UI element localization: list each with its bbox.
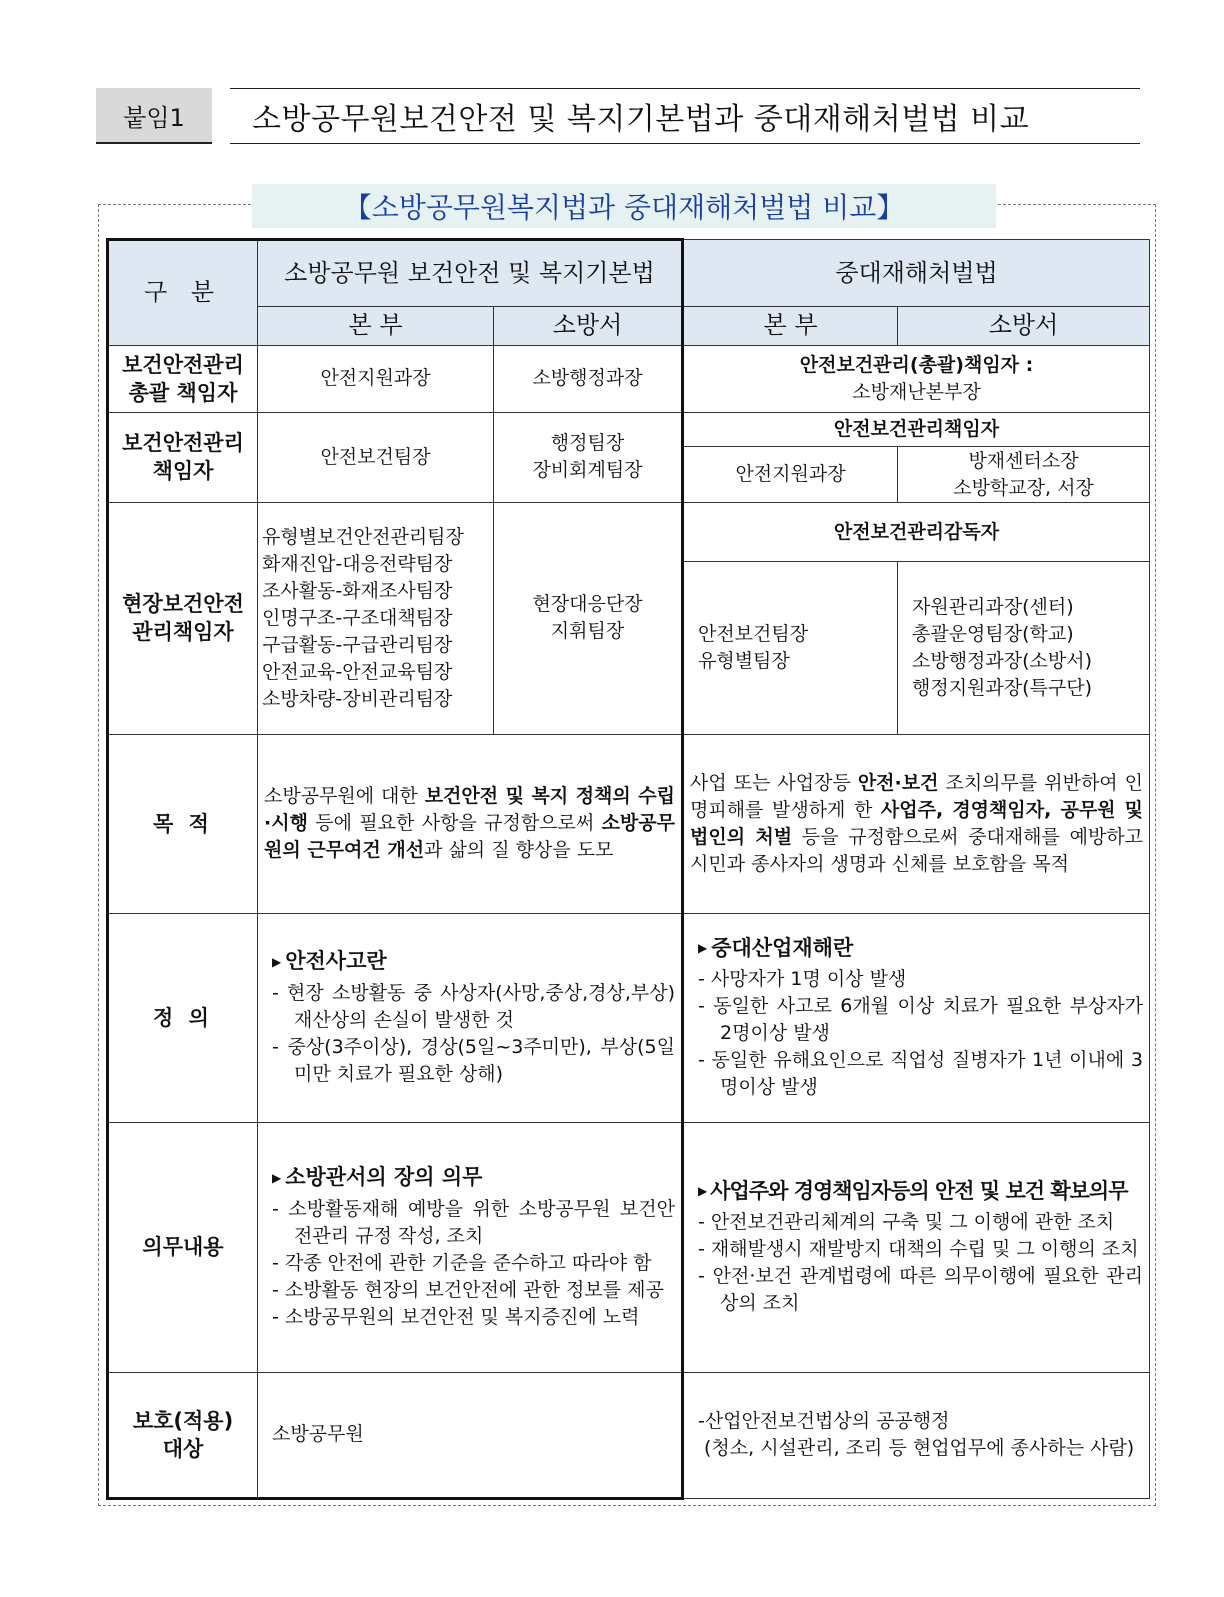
cell-a-hq: 유형별보건안전관리팀장 화재진압-대응전략팀장 조사활동-화재조사팀장 인명구조-구조대책팀장 구급활동-구급관리팀장 안전교육-안전교육팀장 소방차량-장비관리팀장 [258, 503, 494, 735]
list-item: - 동일한 사고로 6개월 이상 치료가 필요한 부상자가 2명이상 발생 [698, 995, 1144, 1045]
cell-b-hq: 안전지원과장 [683, 447, 898, 503]
cell-b-general [683, 345, 1150, 412]
header-law-b: 중대재해처벌법 [683, 240, 1150, 307]
cell-a-station: 행정팀장 장비회계팀장 [494, 412, 683, 502]
a-obligations-title [272, 1164, 675, 1192]
list-item: - 동일한 유해요인으로 직업성 질병자가 1년 이내에 3명이상 발생 [698, 1049, 1144, 1099]
list-item: - 사망자가 1명 이상 발생 [698, 968, 907, 991]
a-purpose-text: 등에 필요한 사항을 규정함으로써 [307, 812, 602, 835]
b-general-name: 소방재난본부장 [852, 380, 981, 403]
b-purpose-text: 조치의무를 위반하여 인명피해를 발생하게 한 [690, 771, 1144, 821]
header-category: 구 분 [108, 240, 258, 346]
a-purpose-bold: 소방공무원의 근무여건 개선 [264, 812, 675, 862]
row-label-manager: 보건안전관리 책임자 [108, 412, 258, 502]
list-item: - 소방활동 현장의 보건안전에 관한 정보를 제공 [272, 1278, 664, 1301]
cell-a-hq: 안전지원과장 [258, 345, 494, 412]
a-purpose-bold: 보건안전 및 복지 정책의 수립·시행 [264, 785, 675, 835]
list-item: - 중상(3주이상), 경상(5일~3주미만), 부상(5일미만 치료가 필요한 상해) [272, 1035, 675, 1085]
b-protection-line1: -산업안전보건법상의 공공행정 [698, 1410, 950, 1433]
cell-b-obligations [683, 1122, 1150, 1372]
cell-a-purpose [258, 734, 683, 913]
cell-b-station: 자원관리과장(센터) 총괄운영팀장(학교) 소방행정과장(소방서) 행정지원과장(특구단) [898, 562, 1150, 735]
b-general-title: 안전보건관리(총괄)책임자 : [799, 353, 1034, 376]
cell-b-definition [683, 913, 1150, 1122]
b-purpose-text: 등을 규정함으로써 중대재해를 예방하고 시민과 종사자의 생명과 신체를 보호함을 목적 [690, 825, 1144, 875]
b-purpose-text: 사업 또는 사업장등 [690, 771, 858, 794]
a-definition-title-text: 안전사고란 [285, 949, 387, 974]
row-label-obligations: 의무내용 [108, 1122, 258, 1372]
cell-a-protection: 소방공무원 [258, 1372, 683, 1498]
header-a-hq: 본 부 [258, 307, 494, 346]
page-title: 소방공무원보건안전 및 복지기본법과 중대재해처벌법 비교 [230, 88, 1140, 144]
list-item: - 안전·보건 관계법령에 따른 의무이행에 필요한 관리상의 조치 [698, 1265, 1144, 1315]
triangle-right-icon: ▶ [272, 954, 282, 969]
cell-b-hq: 안전보건팀장 유형별팀장 [683, 562, 898, 735]
list-item: - 안전보건관리체계의 구축 및 그 이행에 관한 조치 [698, 1211, 1115, 1234]
list-item: - 소방공무원의 보건안전 및 복지증진에 노력 [272, 1305, 640, 1328]
a-definition-list [272, 980, 675, 1088]
cell-a-obligations [258, 1122, 683, 1372]
cell-a-station: 현장대응단장 지휘팀장 [494, 503, 683, 735]
header-a-station: 소방서 [494, 307, 683, 346]
list-item: - 소방활동재해 예방을 위한 소방공무원 보건안전관리 규정 작성, 조치 [272, 1197, 675, 1247]
triangle-right-icon: ▶ [698, 1184, 707, 1199]
cell-b-protection [683, 1372, 1150, 1498]
row-label-purpose: 목 적 [108, 734, 258, 913]
row-label-protection: 보호(적용) 대상 [108, 1372, 258, 1498]
header-b-hq: 본 부 [683, 307, 898, 346]
comparison-table [106, 238, 1150, 1500]
b-obligations-title [698, 1178, 1143, 1206]
list-item: - 재해발생시 재발방지 대책의 수립 및 그 이행의 조치 [698, 1238, 1139, 1261]
cell-b-supervisor-title: 안전보건관리감독자 [683, 503, 1150, 562]
b-purpose-bold: 안전·보건 [857, 771, 939, 794]
cell-a-hq: 안전보건팀장 [258, 412, 494, 502]
b-definition-title-text: 중대산업재해란 [711, 935, 854, 960]
b-obligations-list [698, 1209, 1143, 1317]
b-definition-list [698, 966, 1143, 1101]
row-label-general-manager: 보건안전관리 총괄 책임자 [108, 345, 258, 412]
cell-b-manager-title: 안전보건관리책임자 [683, 412, 1150, 447]
triangle-right-icon: ▶ [698, 941, 708, 956]
cell-a-station: 소방행정과장 [494, 345, 683, 412]
row-label-site-manager: 현장보건안전 관리책임자 [108, 503, 258, 735]
list-item: - 현장 소방활동 중 사상자(사망,중상,경상,부상) 재산상의 손실이 발생한 것 [272, 981, 675, 1031]
b-obligations-title-text: 사업주와 경영책임자등의 안전 및 보건 확보의무 [710, 1178, 1128, 1203]
a-obligations-list [272, 1196, 675, 1331]
b-definition-title [698, 935, 1143, 963]
cell-b-station: 방재센터소장 소방학교장, 서장 [898, 447, 1150, 503]
header-law-a: 소방공무원 보건안전 및 복지기본법 [258, 240, 683, 307]
row-label-definition: 정 의 [108, 913, 258, 1122]
table-caption: 【소방공무원복지법과 중대재해처벌법 비교】 [252, 184, 996, 228]
cell-b-purpose [683, 734, 1150, 913]
b-purpose-bold: 사업주, 경영책임자, 공무원 및 법인의 처벌 [690, 798, 1144, 848]
a-purpose-text: 소방공무원에 대한 [264, 785, 425, 808]
a-definition-title [272, 948, 675, 976]
triangle-right-icon: ▶ [272, 1170, 282, 1185]
a-purpose-text: 과 삶의 질 향상을 도모 [424, 839, 614, 862]
b-protection-line2: (청소, 시설관리, 조리 등 현업업무에 종사하는 사람) [704, 1437, 1135, 1460]
cell-a-definition [258, 913, 683, 1122]
a-obligations-title-text: 소방관서의 장의 의무 [285, 1165, 483, 1190]
list-item: - 각종 안전에 관한 기준을 준수하고 따라야 함 [272, 1251, 652, 1274]
header-b-station: 소방서 [898, 307, 1150, 346]
attachment-tag: 붙임1 [96, 88, 212, 144]
